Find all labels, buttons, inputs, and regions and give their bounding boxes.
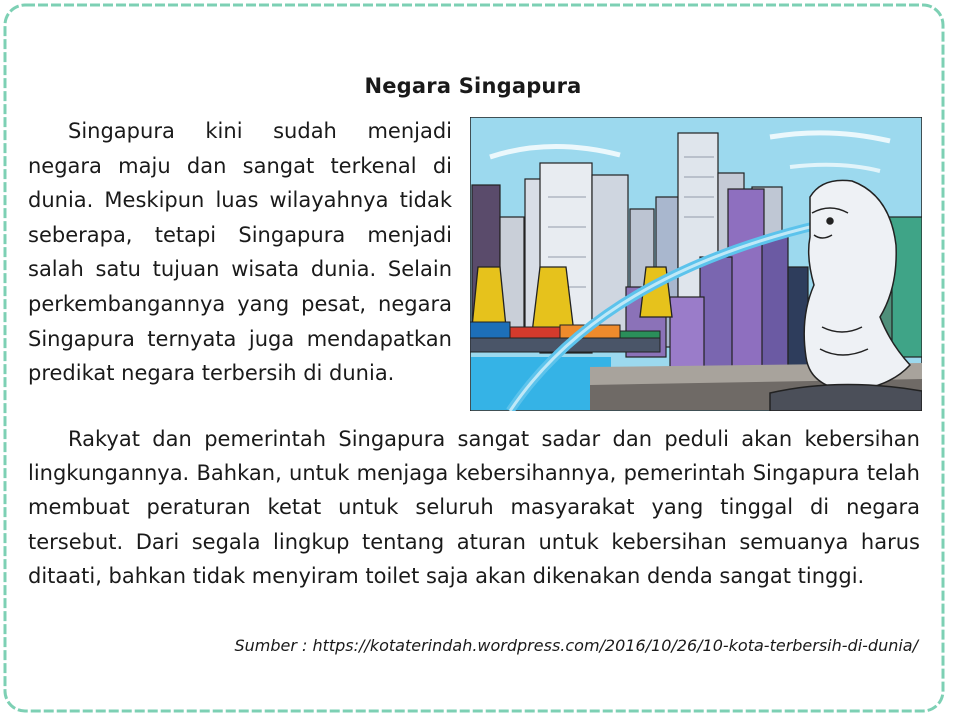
article-title: Negara Singapura [364, 74, 582, 98]
merlion-skyline-illustration [470, 117, 922, 411]
paragraph-1: Singapura kini sudah menjadi negara maju dan sangat terkenal di dunia. Meskipun luas wilayahnya tidak seberapa, tetapi Singapura menjadi salah satu tujuan wisata dunia. Selain perkembangannya yang pesat, negara Singapura ternyata juga mendapatkan predikat negara terbersih di dunia. [28, 119, 452, 386]
source-citation: Sumber : https://kotaterindah.wordpress.com/2016/10/26/10-kota-terbersih-di-dunia/ [234, 636, 918, 655]
paragraph-2: Rakyat dan pemerintah Singapura sangat sadar dan peduli akan kebersihan lingkungannya. Bahkan, untuk menjaga kebersihannya, pemerintah Singapura telah membuat peraturan ketat untuk seluruh masyarakat yang tinggal di negara tersebut. Dari segala lingkup tentang aturan untuk kebersihan semuanya harus ditaati, bahkan tidak menyiram toilet saja akan dikenakan denda sangat tinggi. [28, 427, 920, 588]
